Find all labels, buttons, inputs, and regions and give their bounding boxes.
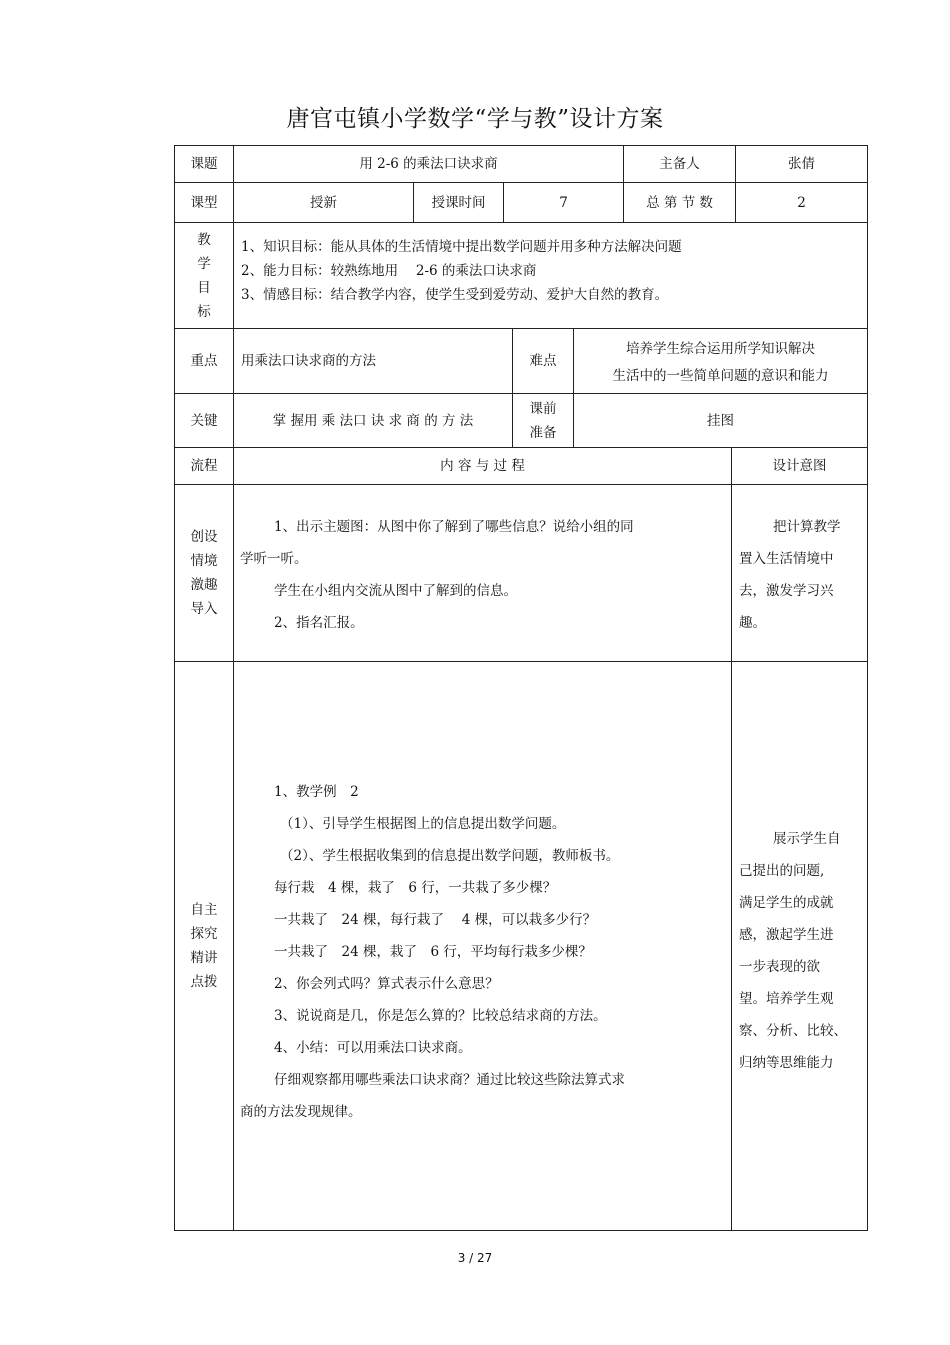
time-value: 7 <box>503 182 624 223</box>
type-label: 课型 <box>174 182 234 223</box>
page-number: 3 / 27 <box>457 1251 493 1265</box>
stage2-intent-line: 展示学生自 <box>773 831 841 847</box>
stage2-intent-line: 满足学生的成就 <box>739 895 834 911</box>
preparer-label: 主备人 <box>623 145 736 183</box>
prep-label-line: 准备 <box>529 424 557 441</box>
flow-header: 流程 <box>174 447 234 485</box>
stage2-label-line: 自主 <box>190 902 218 918</box>
stage2-intent <box>731 661 868 1231</box>
stage2-line: 4、小结：可以用乘法口诀求商。 <box>274 1040 472 1056</box>
stage2-line: 仔细观察都用哪些乘法口诀求商？通过比较这些除法算式求 <box>274 1072 625 1088</box>
objectives-label-char: 教 <box>197 231 211 248</box>
stage2-line: 每行栽 4 棵，栽了 6 行，一共栽了多少棵？ <box>274 880 557 896</box>
stage1-label-line: 激趣 <box>190 577 218 593</box>
stage2-intent-line: 一步表现的欲 <box>739 959 820 975</box>
stage1-line: 学听一听。 <box>240 551 308 567</box>
prep-label-line: 课前 <box>529 400 557 417</box>
stage1-line: 1、出示主题图：从图中你了解到了哪些信息？说给小组的同 <box>274 519 634 535</box>
stage2-line: （2）、学生根据收集到的信息提出数学问题，教师板书。 <box>280 848 620 864</box>
stage2-intent-line: 己提出的问题, <box>739 863 825 879</box>
stage2-label-line: 探究 <box>190 926 218 942</box>
time-label: 授课时间 <box>413 182 504 223</box>
stage1-label <box>174 484 234 662</box>
prep-value: 挂图 <box>573 393 868 448</box>
stage1-intent-line: 置入生活情境中 <box>739 551 834 567</box>
stage2-label-line: 精讲 <box>190 950 218 966</box>
objectives-label-char: 学 <box>197 255 211 272</box>
difficult-label: 难点 <box>512 328 574 394</box>
stage1-line: 学生在小组内交流从图中了解到的信息。 <box>274 583 517 599</box>
total-label: 总 第 节 数 <box>623 182 736 223</box>
stage2-line: 商的方法发现规律。 <box>240 1104 362 1120</box>
objective-item: 3、情感目标：结合教学内容，使学生受到爱劳动、爱护大自然的教育。 <box>241 287 669 303</box>
content-header: 内 容 与 过 程 <box>233 447 732 485</box>
type-value: 授新 <box>233 182 414 223</box>
stage1-intent-line: 趣。 <box>739 615 766 631</box>
stage1-intent <box>731 484 868 662</box>
stage2-line: （1）、引导学生根据图上的信息提出数学问题。 <box>280 816 566 832</box>
key-points-value: 用乘法口诀求商的方法 <box>233 328 513 394</box>
objectives-content <box>233 222 868 329</box>
intent-header: 设计意图 <box>731 447 868 485</box>
key-value: 掌 握用 乘 法口 诀 求 商 的 方 法 <box>233 393 513 448</box>
stage2-label <box>174 661 234 1231</box>
objective-item: 1、知识目标：能从具体的生活情境中提出数学问题并用多种方法解决问题 <box>241 239 682 255</box>
difficult-line: 培养学生综合运用所学知识解决 <box>626 341 815 357</box>
stage2-line: 2、你会列式吗？算式表示什么意思？ <box>274 976 499 992</box>
stage2-line: 一共栽了 24 棵，每行栽了 4 棵，可以栽多少行？ <box>274 912 597 928</box>
topic-label: 课题 <box>174 145 234 183</box>
prep-label <box>512 393 574 448</box>
stage1-label-line: 导入 <box>190 601 218 617</box>
stage2-label-line: 点拨 <box>190 974 218 990</box>
stage2-line: 一共栽了 24 棵，栽了 6 行，平均每行栽多少棵？ <box>274 944 592 960</box>
stage1-label-line: 情境 <box>190 553 218 569</box>
stage2-intent-line: 归纳等思维能力 <box>739 1055 834 1071</box>
objectives-label-char: 目 <box>197 279 211 296</box>
stage1-intent-line: 去，激发学习兴 <box>739 583 834 599</box>
stage2-intent-line: 察、分析、比较、 <box>739 1023 847 1039</box>
objectives-label <box>174 222 234 329</box>
stage2-intent-line: 望。培养学生观 <box>739 991 834 1007</box>
total-value: 2 <box>735 182 868 223</box>
stage1-label-line: 创设 <box>190 529 218 545</box>
preparer-value: 张倩 <box>735 145 868 183</box>
stage1-intent-line: 把计算教学 <box>773 519 841 535</box>
difficult-line: 生活中的一些简单问题的意识和能力 <box>612 368 829 384</box>
topic-value: 用 2-6 的乘法口诀求商 <box>233 145 624 183</box>
objectives-label-char: 标 <box>197 303 211 320</box>
key-points-label: 重点 <box>174 328 234 394</box>
stage2-content <box>233 661 732 1231</box>
stage1-line: 2、指名汇报。 <box>274 615 364 631</box>
difficult-value <box>573 328 868 394</box>
objective-item: 2、能力目标：较熟练地用 2-6 的乘法口诀求商 <box>241 263 537 279</box>
stage1-content <box>233 484 732 662</box>
stage2-line: 3、说说商是几，你是怎么算的？比较总结求商的方法。 <box>274 1008 607 1024</box>
page-title: 唐官屯镇小学数学“学与教”设计方案 <box>286 106 664 132</box>
stage2-intent-line: 感，激起学生进 <box>739 927 834 943</box>
stage2-line: 1、教学例 2 <box>274 784 359 800</box>
key-label: 关键 <box>174 393 234 448</box>
